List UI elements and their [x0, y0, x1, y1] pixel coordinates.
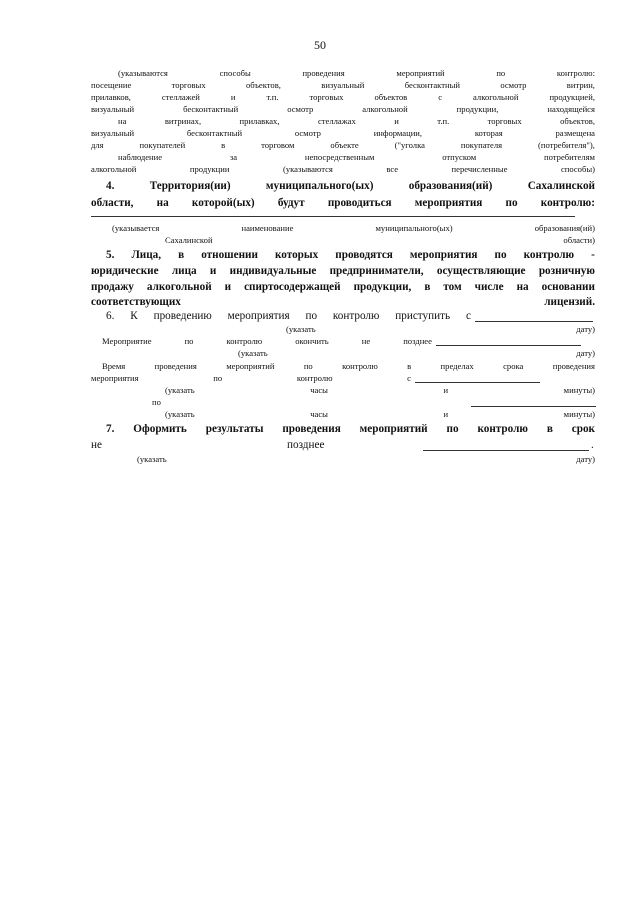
text-line [91, 141, 595, 150]
word: индивидуальные [229, 265, 317, 277]
text-line [152, 398, 172, 407]
word: - [591, 249, 595, 261]
word: осуществляющие [436, 265, 526, 277]
page-number: 50 [314, 38, 326, 52]
word: часы [310, 385, 328, 395]
fill-in-blank-line [436, 345, 581, 346]
word: и [443, 409, 449, 419]
word: часы [310, 409, 328, 419]
text-line [165, 236, 595, 245]
word: Время [102, 361, 126, 371]
word: продукции, [353, 281, 412, 293]
word: будут [277, 197, 305, 209]
text-line [165, 386, 595, 395]
text-line [106, 250, 595, 261]
text-line [165, 410, 595, 419]
word: размещена [555, 128, 595, 138]
word: проведения [282, 423, 341, 435]
word: по [494, 249, 507, 261]
word: муниципального(ых) [265, 180, 374, 192]
word: по [303, 361, 313, 371]
text-line [91, 129, 595, 138]
word: 4. [106, 180, 115, 192]
word: способы [219, 68, 251, 78]
word: способы) [560, 164, 595, 174]
word: на [516, 281, 529, 293]
text-line [118, 117, 595, 126]
word: и [394, 116, 399, 126]
fill-in-blank-line [415, 382, 540, 383]
word: на [156, 197, 169, 209]
word: по [505, 197, 518, 209]
word: (указать [137, 454, 167, 464]
word: проведения [154, 361, 197, 371]
word: по [152, 397, 161, 407]
word: алкогольной [146, 281, 212, 293]
word: непосредственным [304, 152, 375, 162]
text-line [106, 424, 595, 435]
word: (потребителя"), [537, 140, 595, 150]
word: в [546, 423, 553, 435]
word: минуты) [563, 409, 595, 419]
word: визуальный [91, 128, 135, 138]
word: осмотр [287, 104, 314, 114]
word: стеллажах [317, 116, 356, 126]
word: ("уголка [394, 140, 425, 150]
word: Мероприятие [102, 336, 152, 346]
word: наименование [241, 223, 294, 233]
word: бесконтактный [186, 128, 243, 138]
word: в [221, 140, 226, 150]
word: объекте [330, 140, 359, 150]
word: посещение [91, 80, 132, 90]
word: находящейся [547, 104, 595, 114]
word: объектов, [246, 80, 281, 90]
word: стеллажей [161, 92, 200, 102]
word: лицензий. [544, 296, 595, 308]
text-line [91, 105, 595, 114]
word: образования(ий) [408, 180, 493, 192]
word: (указать [165, 409, 195, 419]
word: срока [503, 361, 524, 371]
word: пределах [440, 361, 474, 371]
word: с [438, 92, 443, 102]
text-line [106, 311, 471, 322]
word: мероприятия [409, 249, 478, 261]
text-line [238, 349, 595, 358]
word: контролю [226, 336, 263, 346]
word: с [407, 373, 411, 383]
word: проводятся [335, 249, 393, 261]
text-line [91, 297, 595, 308]
word: объектов [374, 92, 408, 102]
word: контролю: [540, 197, 595, 209]
word: дату) [576, 324, 595, 334]
text-line [91, 374, 411, 383]
word: алкогольной [362, 104, 408, 114]
word: не [91, 439, 102, 451]
text-line [102, 337, 432, 346]
word: мероприятия [227, 310, 290, 322]
word: мероприятия [414, 197, 483, 209]
word: продукции [189, 164, 230, 174]
text-line [91, 266, 595, 277]
word: по [446, 423, 459, 435]
word: витринах, [164, 116, 202, 126]
word: покупателя [460, 140, 503, 150]
word: и [230, 92, 236, 102]
word: дату) [576, 348, 595, 358]
word: по [305, 310, 318, 322]
word: т.п. [266, 92, 279, 102]
word: результаты [205, 423, 264, 435]
word: по [184, 336, 194, 346]
word: и [209, 265, 217, 277]
text-line [91, 440, 595, 451]
word: дату) [576, 454, 595, 464]
word: спиртосодержащей [244, 281, 341, 293]
word: наблюдение [118, 152, 163, 162]
word: проведения [302, 68, 345, 78]
word: покупателей [139, 140, 186, 150]
word: по [213, 373, 223, 383]
word: контролю [332, 310, 380, 322]
word: витрин, [566, 80, 595, 90]
word: и [224, 281, 232, 293]
word: продукцией, [549, 92, 595, 102]
word: торговых [309, 92, 344, 102]
word: том [443, 281, 462, 293]
word: прилавках, [239, 116, 280, 126]
text-line [91, 81, 595, 90]
word: Лица, [131, 249, 162, 261]
word: (указываются [118, 68, 168, 78]
word: 7. [106, 423, 115, 435]
word: которых [274, 249, 319, 261]
word: К [130, 310, 138, 322]
word: муниципального(ых) [375, 223, 453, 233]
word: (указываются [282, 164, 333, 174]
word: Территория(ии) [149, 180, 231, 192]
word: контролю [523, 249, 575, 261]
word: бесконтактный [404, 80, 460, 90]
word: проведению [153, 310, 212, 322]
word: . [591, 439, 594, 451]
word: осмотр [500, 80, 527, 90]
word: торговых [487, 116, 522, 126]
text-line [112, 224, 595, 233]
text-line [91, 282, 595, 293]
word: контролю: [556, 68, 595, 78]
word: области) [563, 235, 595, 245]
text-line [137, 455, 595, 464]
word: (указать [165, 385, 195, 395]
word: срок [571, 423, 595, 435]
text-line [286, 325, 595, 334]
word: потребителям [544, 152, 595, 162]
word: Сахалинской [527, 180, 595, 192]
word: осмотр [294, 128, 321, 138]
word: информации, [373, 128, 423, 138]
word: визуальный [321, 80, 365, 90]
word: которой(ых) [191, 197, 255, 209]
word: по [496, 68, 506, 78]
word: в [424, 281, 431, 293]
word: минуты) [563, 385, 595, 395]
word: образования(ий) [534, 223, 595, 233]
word: (указать [286, 324, 316, 334]
word: прилавков, [91, 92, 131, 102]
word: предприниматели, [329, 265, 424, 277]
word: 5. [106, 249, 115, 261]
word: Оформить [133, 423, 187, 435]
word: торговом [261, 140, 295, 150]
word: объектов, [560, 116, 595, 126]
word: мероприятий [396, 68, 445, 78]
word: области, [91, 197, 134, 209]
text-line [91, 165, 595, 174]
word: в [178, 249, 185, 261]
word: которая [474, 128, 503, 138]
text-line [91, 198, 595, 209]
word: не [361, 336, 371, 346]
word: приступить [395, 310, 451, 322]
word: окончить [295, 336, 329, 346]
word: мероприятий [359, 423, 428, 435]
word: (указывается [112, 223, 160, 233]
text-line [106, 181, 595, 192]
word: проводиться [327, 197, 392, 209]
word: 6. [106, 310, 115, 322]
word: позднее [403, 336, 432, 346]
word: и [443, 385, 449, 395]
word: за [229, 152, 238, 162]
text-line [102, 362, 595, 371]
word: в [407, 361, 412, 371]
word: визуальный [91, 104, 135, 114]
fill-in-blank-line [475, 321, 593, 322]
word: для [91, 140, 104, 150]
word: основании [541, 281, 595, 293]
word: все [386, 164, 399, 174]
word: контролю [342, 361, 378, 371]
word: позднее [287, 439, 325, 451]
word: с [465, 310, 471, 322]
word: мероприятия [91, 373, 139, 383]
word: числе [474, 281, 504, 293]
word: контролю [296, 373, 333, 383]
word: торговых [171, 80, 206, 90]
word: на [118, 116, 127, 126]
word: алкогольной [91, 164, 137, 174]
text-line [91, 93, 595, 102]
word: Сахалинской [165, 235, 213, 245]
word: перечисленные [451, 164, 508, 174]
word: проведения [552, 361, 595, 371]
word: продукции, [456, 104, 499, 114]
word: юридические [91, 265, 159, 277]
fill-in-blank-line [471, 406, 596, 407]
word: розничную [538, 265, 595, 277]
text-line [118, 153, 595, 162]
word: отпуском [442, 152, 477, 162]
word: продажу [91, 281, 134, 293]
word: алкогольной [473, 92, 519, 102]
word: мероприятий [226, 361, 275, 371]
word: бесконтактный [183, 104, 239, 114]
word: (указать [238, 348, 268, 358]
text-line [118, 69, 595, 78]
word: лица [171, 265, 197, 277]
word: контролю [477, 423, 528, 435]
word: т.п. [437, 116, 450, 126]
word: отношении [201, 249, 258, 261]
territory-blank-line [91, 216, 575, 217]
date-blank-line [423, 441, 589, 451]
word: соответствующих [91, 296, 181, 308]
